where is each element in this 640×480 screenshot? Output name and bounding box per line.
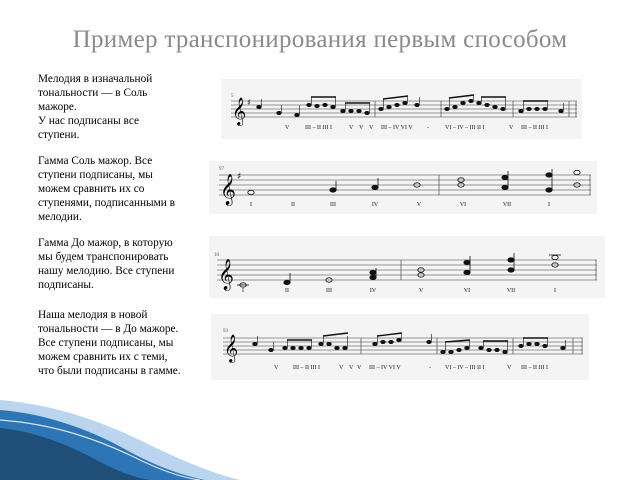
caption-line: Наша мелодия в новой [38,309,148,321]
page-title: Пример транспонирования первым способом [72,26,568,53]
treble-clef-icon: 𝄞 [220,174,236,205]
degree-label: V [349,365,354,371]
caption-line: мы будем транспонировать [38,251,169,263]
degree-label: I [554,288,556,294]
degree-label: III – IV VI V [381,125,413,131]
degree-label: V [349,125,354,131]
caption-line: ступени. [38,129,80,141]
caption-line: ступени подписаны, мы [38,169,153,181]
degree-label: I [242,288,244,294]
degree-label: V [339,365,344,371]
sharp-icon: ♯ [237,172,242,182]
degree-label: V [285,125,290,131]
treble-clef-icon: 𝄞 [218,259,234,290]
degree-label: - [429,365,431,371]
caption-line: ступенями, подписанными в [38,197,176,209]
caption-line: можем сравнить их с теми, [38,351,168,363]
treble-clef-icon: 𝄞 [224,334,239,362]
caption-line: тональности — в Соль [38,87,148,99]
degree-label: I [250,202,252,208]
degree-label: I [548,202,550,208]
sharp-icon: ♯ [247,98,251,107]
caption-line: Мелодия в изначальной [38,73,153,85]
caption-line: У нас подписаны все [38,115,139,127]
degree-label: VII [502,202,512,208]
measure-number: 97 [219,167,224,172]
degree-label: VI – IV – III II I [445,125,485,131]
caption-line: Все ступени подписаны, мы [38,337,174,349]
degree-label: III – IV VI V [369,365,401,371]
caption-line: мелодии. [38,211,82,223]
degree-label: V [509,125,514,131]
measure-number: 93 [223,329,228,334]
degree-label: III [326,288,332,294]
caption-line: тональности — в До мажоре. [38,323,179,335]
treble-clef-icon: 𝄞 [232,97,247,125]
degree-label: VI – IV – III II I [445,365,485,371]
degree-label: III – II III I [521,125,548,131]
degree-label: V [274,365,279,371]
degree-label: V [418,288,424,294]
degree-label: V [357,365,362,371]
caption-line: что были подписаны в гамме. [38,365,181,377]
measure-number: 10 [214,253,219,258]
caption-line: подписаны. [38,279,94,291]
degree-label: - [427,125,429,131]
degree-label: VI [463,288,471,294]
caption-line: мажоре. [38,101,77,113]
caption-line: Гамма Соль мажор. Все [38,155,153,167]
degree-label: VII [506,288,516,294]
degree-label: V [507,365,512,371]
measure-number: 5 [231,94,234,99]
caption-line: Гамма До мажор, в которую [38,237,173,249]
degree-label: II [285,288,289,294]
degree-label: V [369,125,374,131]
degree-label: VI [459,202,467,208]
degree-label: IV [369,288,377,294]
degree-label: IV [371,202,379,208]
degree-label: II [291,202,295,208]
degree-label: III – II III I [293,365,320,371]
caption-line: нашу мелодию. Все ступени [38,265,175,277]
degree-label: V [359,125,364,131]
degree-label: III – II III I [521,365,548,371]
degree-label: III – II III I [305,125,332,131]
degree-label: V [416,202,422,208]
caption-line: можем сравнить их со [38,183,145,195]
degree-label: III [330,202,336,208]
